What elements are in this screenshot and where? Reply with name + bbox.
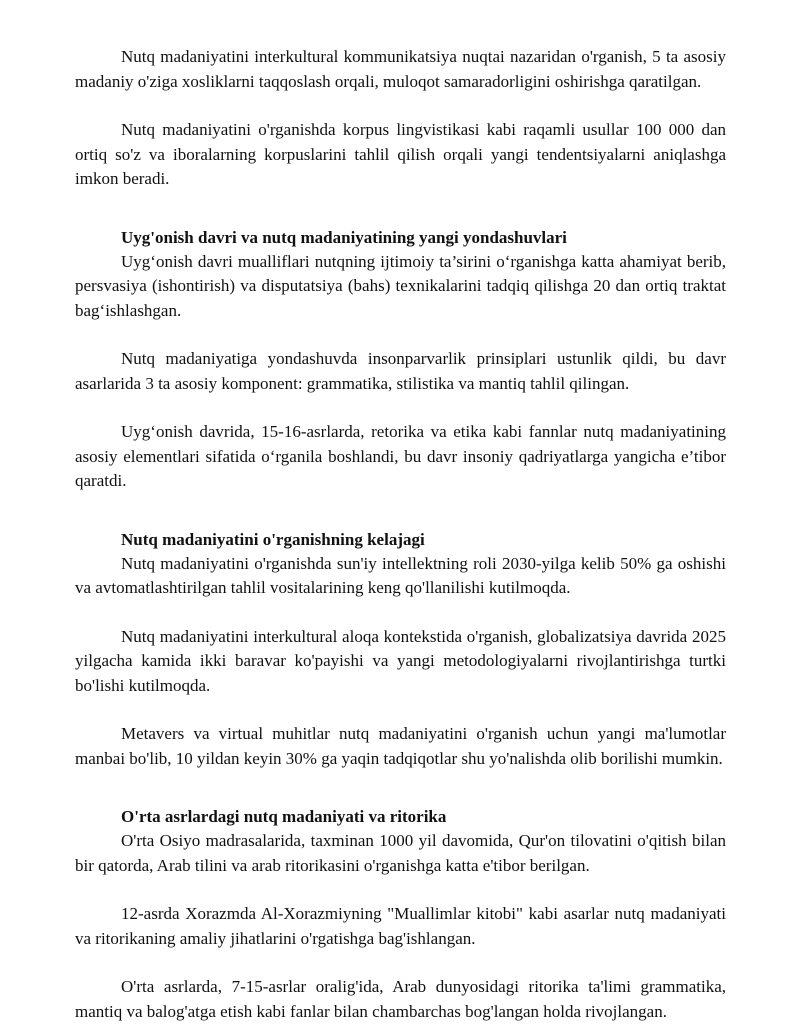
section-heading-future: Nutq madaniyatini o'rganishning kelajagi (121, 529, 425, 549)
section-heading-medieval: O'rta asrlardagi nutq madaniyati va ritorika (121, 807, 447, 826)
paragraph: Nutq madaniyatini o'rganishda korpus lingvistikasi kabi raqamli usullar 100 000 dan ortiq so'z va iboralarning korpuslarini tahlil qilish orqali yangi tendentsiyalarni aniqlashga imkon beradi. (75, 120, 726, 188)
section-heading-renaissance: Uyg'onish davri va nutq madaniyatining yangi yondashuvlari (121, 227, 567, 247)
paragraph: 12-asrda Xorazmda Al-Xorazmiyning "Muallimlar kitobi" kabi asarlar nutq madaniyati va ritorikaning amaliy jihatlarini o'rgatishga bag'ishlangan. (75, 904, 726, 948)
paragraph: Nutq madaniyatini interkultural kommunikatsiya nuqtai nazaridan o'rganish, 5 ta asosiy madaniy o'ziga xosliklarni taqqoslash orqali, muloqot samaradorligini oshirishga qaratilgan. (75, 47, 726, 91)
paragraph: Uyg‘onish davri mualliflari nutqning ijtimoiy ta’sirini o‘rganishga katta ahamiyat berib, persvasiya (ishontirish) va disputatsiya (bahs) texnikalarini tadqiq qilishga 20 dan ortiq traktat bag‘ishlashgan. (75, 251, 726, 320)
paragraph: O'rta asrlarda, 7-15-asrlar oralig'ida, Arab dunyosidagi ritorika ta'limi grammatika, mantiq va balog'atga etish kabi fanlar bilan chambarchas bog'langan holda rivojlangan. (75, 977, 726, 1021)
paragraph: Metavers va virtual muhitlar nutq madaniyatini o'rganish uchun yangi ma'lumotlar manbai bo'lib, 10 yildan keyin 30% ga yaqin tadqiqotlar shu yo'nalishda olib borilishi mumkin. (75, 724, 726, 768)
paragraph: Nutq madaniyatini interkultural aloqa kontekstida o'rganish, globalizatsiya davrida 2025 yilgacha kamida ikki baravar ko'payishi va yangi metodologiyalarni rivojlantirishga turtki bo'lishi kutilmoqda. (75, 626, 726, 695)
paragraph: Nutq madaniyatiga yondashuvda insonparvarlik prinsiplari ustunlik qildi, bu davr asarlarida 3 ta asosiy komponent: grammatika, stilistika va mantiq tahlil qilingan. (75, 349, 726, 393)
paragraph: O'rta Osiyo madrasalarida, taxminan 1000 yil davomida, Qur'on tilovatini o'qitish bilan bir qatorda, Arab tilini va arab ritorikasini o'rganishga katta e'tibor berilgan. (75, 831, 726, 875)
paragraph: Uyg‘onish davrida, 15-16-asrlarda, retorika va etika kabi fannlar nutq madaniyatining asosiy elementlari sifatida o‘rganila boshlandi, bu davr insoniy qadriyatlarga yangicha e’tibor qaratdi. (75, 422, 726, 490)
paragraph: Nutq madaniyatini o'rganishda sun'iy intellektning roli 2030-yilga kelib 50% ga oshishi va avtomatlashtirilgan tahlil vositalarining keng qo'llanilishi kutilmoqda. (75, 553, 726, 597)
